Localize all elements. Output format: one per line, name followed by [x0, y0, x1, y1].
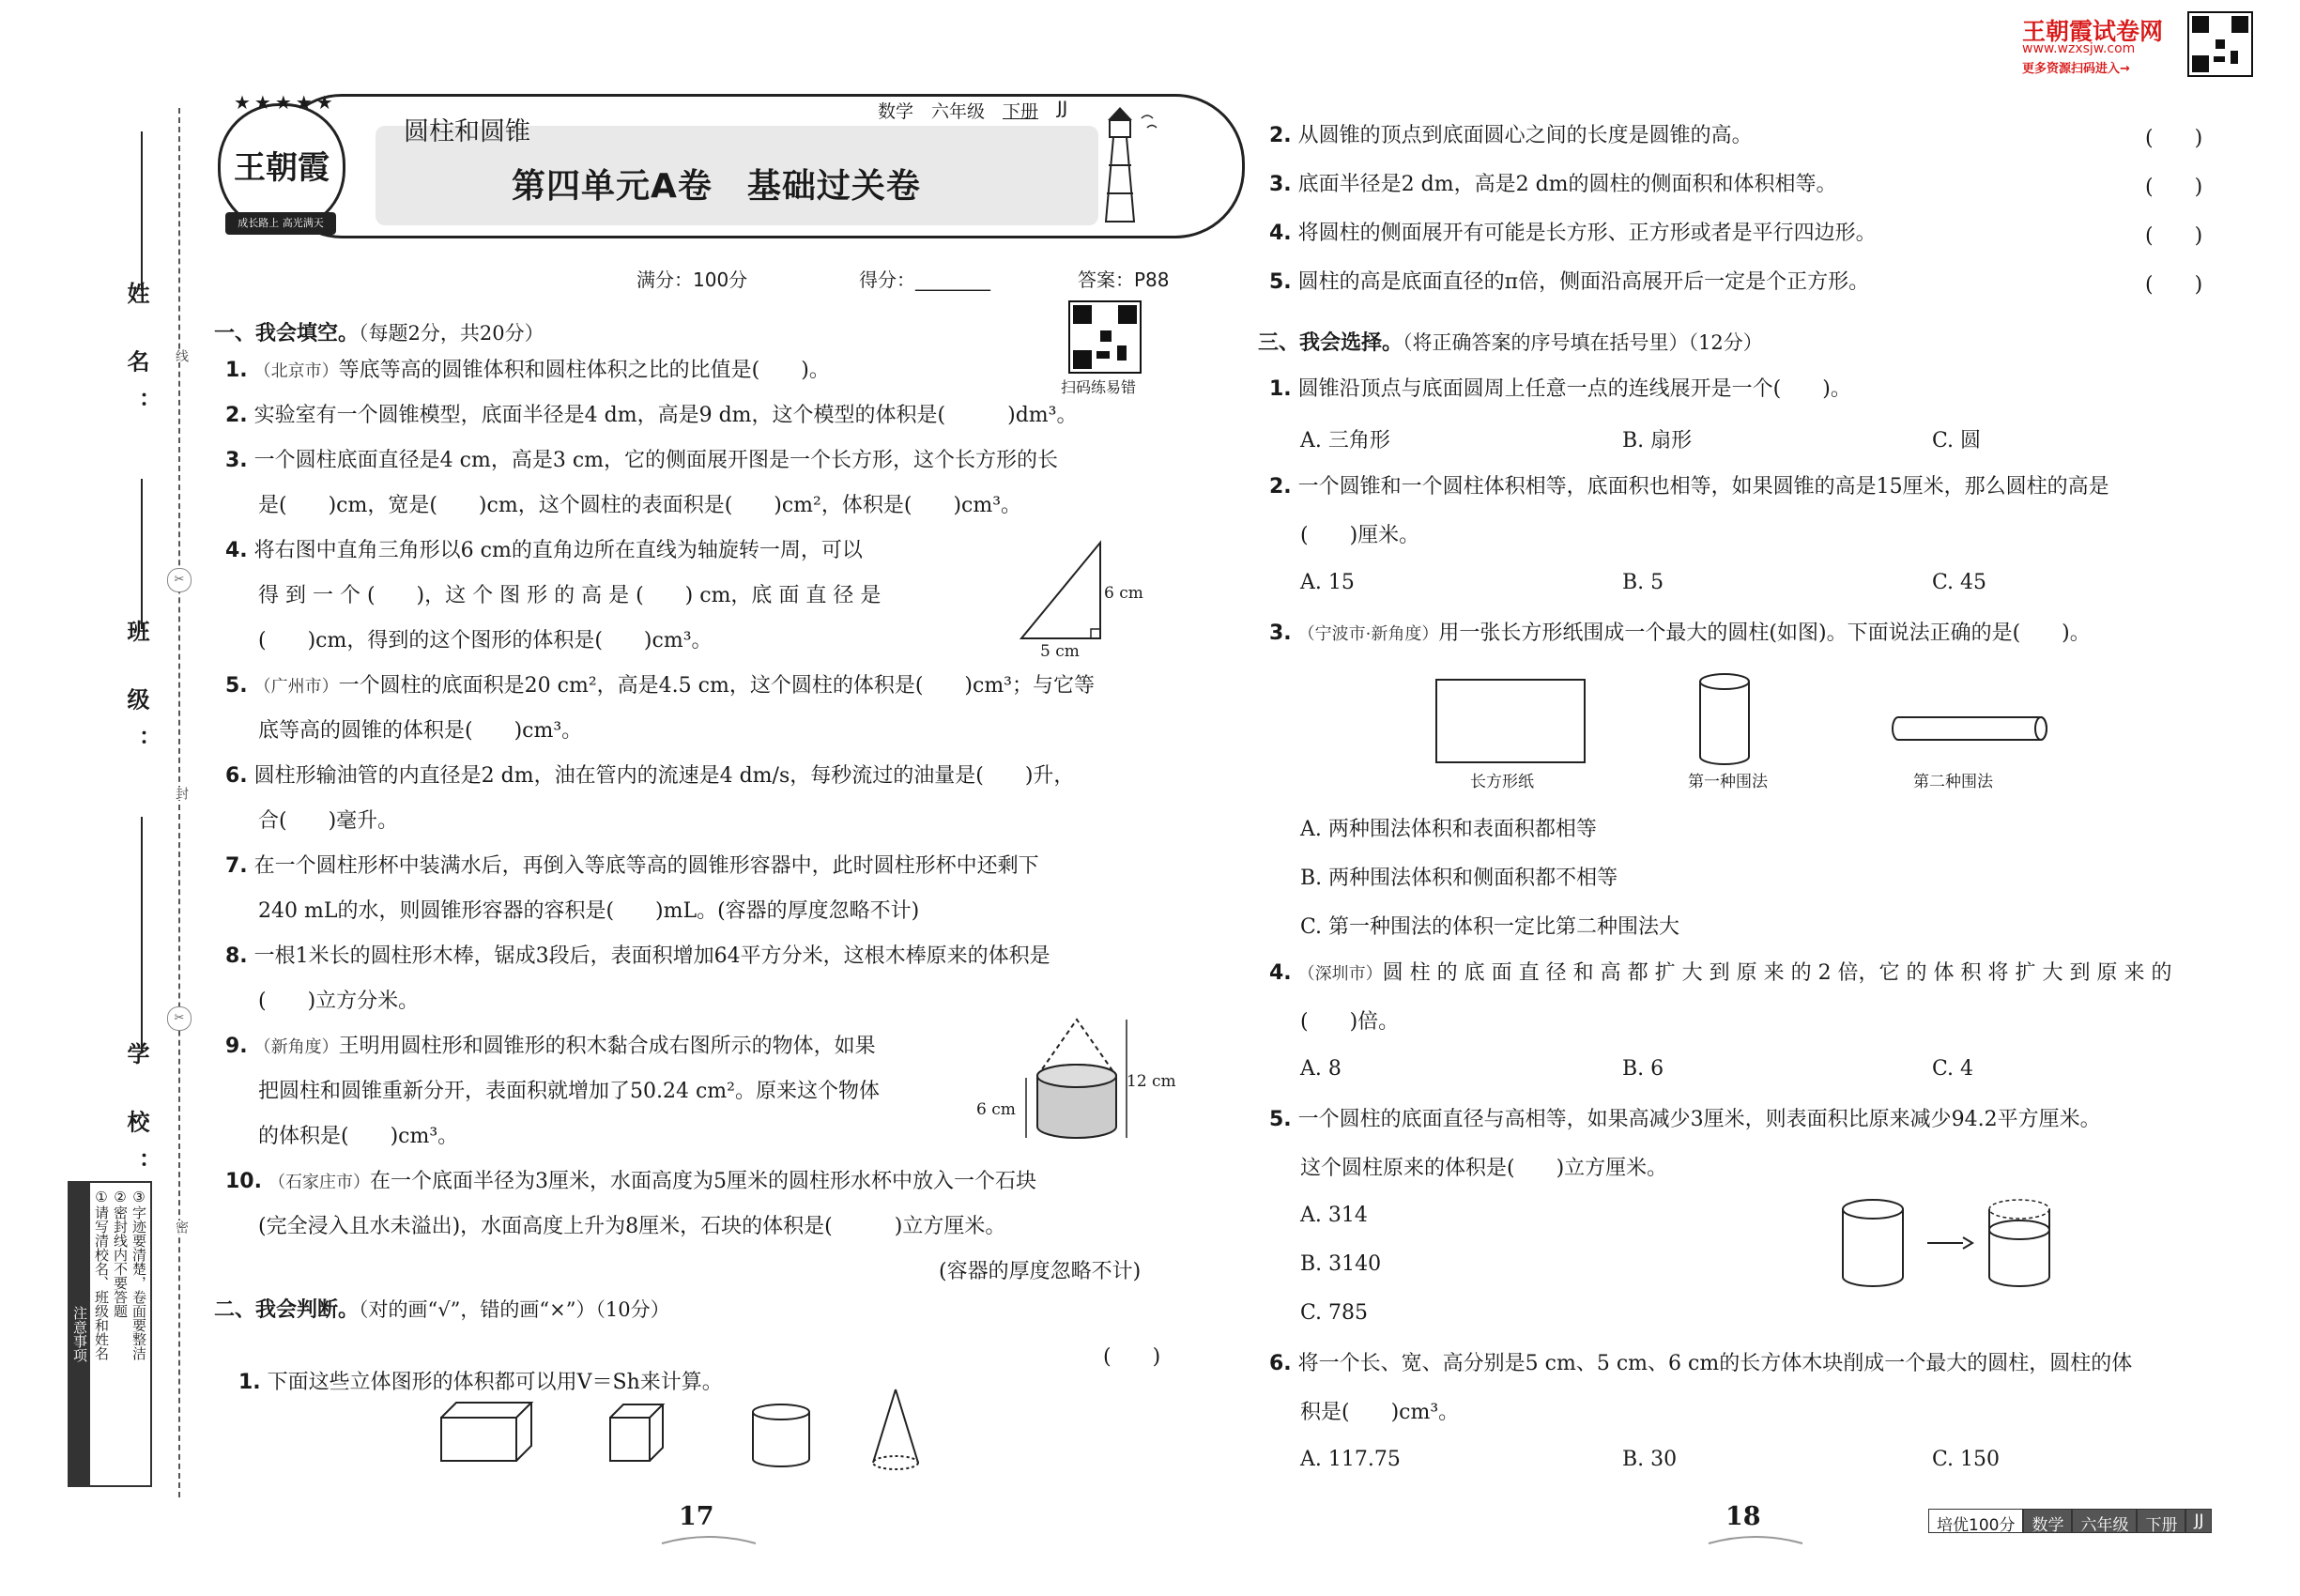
notes-box — [68, 1181, 152, 1487]
star-icon: ★★★★★ — [234, 91, 337, 114]
fill-line — [258, 898, 919, 926]
item-number: 5. — [1269, 270, 1292, 294]
brand-tagline: 更多资源扫码进入→ — [2022, 62, 2130, 76]
judge-item-3 — [1269, 171, 1837, 199]
note-2: ②密封线内不要答题 — [112, 1189, 129, 1318]
fill-line — [939, 1258, 1141, 1286]
header-grade: 六年级 — [931, 101, 986, 122]
item-text: 用一张长方形纸围成一个最大的圆柱(如图)。下面说法正确的是( )。 — [1438, 622, 2091, 645]
item-text: 是( )cm，宽是( )cm，这个圆柱的表面积是( )cm²，体积是( )cm³。 — [258, 494, 1022, 517]
choice-q1 — [1269, 376, 1851, 404]
choice-q2-cont: ( )厘米。 — [1300, 524, 1420, 547]
item-text: ( )立方分米。 — [258, 990, 420, 1013]
school-label: 学 校： — [123, 1042, 149, 1193]
item-number: 4. — [1269, 222, 1292, 245]
answer-blank[interactable]: ( ) — [1103, 1345, 1161, 1369]
fill-line — [225, 402, 1077, 430]
item-text: 一个圆柱的底面直径与高相等，如果高减少3厘米，则表面积比原来减少94.2平方厘米。 — [1297, 1108, 2101, 1131]
cylinder-shrink-figure — [1835, 1192, 2061, 1296]
footer-term: 下册 — [2137, 1509, 2185, 1533]
item-number: 1. — [238, 1371, 261, 1394]
item-text: 将圆柱的侧面展开有可能是长方形、正方形或者是平行四边形。 — [1297, 222, 1877, 245]
scissor-icon: ✂ — [167, 568, 192, 592]
item-text: 在一个圆柱形杯中装满水后，再倒入等底等高的圆锥形容器中，此时圆柱形杯中还剩下 — [253, 854, 1039, 878]
class-field[interactable] — [141, 479, 143, 629]
choice-q2 — [1269, 473, 2109, 501]
item-number: 4. — [1269, 961, 1292, 985]
q5-option-b[interactable]: B. 3140 — [1300, 1252, 1382, 1276]
item-number: 2. — [1269, 124, 1292, 147]
item-number: 7. — [225, 854, 248, 878]
choice-q6-cont: 积是( )cm³。 — [1300, 1401, 1460, 1424]
choice-q6 — [1269, 1350, 2132, 1378]
q5-option-c[interactable]: C. 785 — [1300, 1301, 1369, 1325]
q4-option-c[interactable]: C. 4 — [1932, 1057, 1974, 1081]
part2-title: 二、我会判断。 — [214, 1298, 360, 1322]
q3-option-c[interactable]: C. 第一种围法的体积一定比第二种围法大 — [1300, 915, 1680, 939]
footer-grade: 六年级 — [2072, 1509, 2137, 1533]
item-number: 6. — [1269, 1352, 1292, 1375]
choice-q4-cont: ( )倍。 — [1300, 1010, 1400, 1034]
fill-line — [258, 807, 398, 836]
q3-option-b[interactable]: B. 两种围法体积和侧面积都不相等 — [1300, 867, 1618, 890]
fill-line — [225, 762, 1074, 790]
fill-line — [258, 1213, 1005, 1241]
item-number: 9. — [225, 1035, 248, 1058]
solids-figure — [432, 1380, 958, 1483]
part3-heading — [1258, 327, 1763, 356]
item-text: 圆锥沿顶点与底面圆周上任意一点的连线展开是一个( )。 — [1297, 377, 1851, 401]
item-number: 2. — [225, 404, 248, 427]
q2-option-a[interactable]: A. 15 — [1300, 571, 1355, 594]
source-tag: （北京市） — [253, 361, 339, 381]
page-number-right: 18 — [1725, 1502, 1761, 1531]
q3-option-a[interactable]: A. 两种围法体积和表面积都相等 — [1300, 818, 1597, 841]
choice-q5-cont: 这个圆柱原来的体积是( )立方厘米。 — [1300, 1157, 1668, 1180]
fill-line — [225, 1168, 1036, 1197]
fill-line — [225, 537, 863, 565]
note-1: ①请写清校名、班级和姓名 — [93, 1189, 110, 1360]
header-subject: 数学 — [878, 101, 914, 122]
item-text: 240 mL的水，则圆锥形容器的容积是( )mL。(容器的厚度忽略不计) — [258, 899, 920, 923]
source-tag: （广州市） — [253, 677, 339, 697]
source-tag: （新角度） — [253, 1037, 339, 1057]
answer-ref: 答案：P88 — [1078, 269, 1170, 291]
cut-mark-seal: 封 — [174, 787, 189, 800]
item-text: 从圆锥的顶点到底面圆心之间的长度是圆锥的高。 — [1297, 124, 1753, 147]
full-score: 满分：100分 — [636, 269, 748, 291]
part1-note: （每题2分，共20分） — [359, 322, 544, 345]
q1-option-a[interactable]: A. 三角形 — [1300, 429, 1390, 453]
caption-method-1: 第一种围法 — [1688, 773, 1768, 791]
brand-qr-code[interactable] — [2187, 11, 2253, 77]
scissor-icon: ✂ — [167, 1006, 192, 1031]
answer-blank[interactable]: ( ) — [2145, 224, 2203, 248]
q4-option-a[interactable]: A. 8 — [1300, 1057, 1342, 1081]
item-text: (完全浸入且水未溢出)，水面高度上升为8厘米，石块的体积是( )立方厘米。 — [258, 1215, 1006, 1238]
qr-caption: 扫码练易错 — [1061, 378, 1137, 396]
cone-cylinder-label-total: 12 cm — [1127, 1072, 1176, 1091]
item-text: 一个圆柱底面直径是4 cm，高是3 cm，它的侧面展开图是一个长方形，这个长方形的长 — [253, 449, 1059, 472]
triangle-label-height: 6 cm — [1104, 584, 1143, 603]
item-number: 8. — [225, 944, 248, 968]
part2-note: （对的画“√”，错的画“×”）（10分） — [359, 1298, 670, 1321]
fill-line — [225, 357, 830, 386]
q4-option-b[interactable]: B. 6 — [1622, 1057, 1664, 1081]
fill-line — [258, 988, 419, 1016]
part3-note: （将正确答案的序号填在括号里）（12分） — [1403, 331, 1763, 354]
choice-q4 — [1269, 959, 2172, 989]
item-text: 底面半径是2 dm，高是2 dm的圆柱的侧面积和体积相等。 — [1297, 173, 1837, 196]
logo-ribbon: 成长路上 高光满天 — [225, 212, 336, 235]
fill-line — [258, 627, 713, 655]
item-text: 一个圆柱的底面积是20 cm²，高是4.5 cm，这个圆柱的体积是( )cm³；与它等 — [338, 674, 1095, 698]
choice-q3 — [1269, 620, 2091, 649]
part1-heading — [214, 317, 544, 346]
item-text: ( )cm，得到的这个图形的体积是( )cm³。 — [258, 629, 713, 652]
q1-option-c[interactable]: C. 圆 — [1932, 429, 1982, 453]
item-text: 的体积是( )cm³。 — [258, 1125, 459, 1148]
q2-option-b[interactable]: B. 5 — [1622, 571, 1664, 594]
brand-name: 王朝霞试卷网 — [2022, 18, 2164, 45]
footer-subject: 数学 — [2023, 1509, 2072, 1533]
item-text: 下面这些立体图形的体积都可以用V＝Sh来计算。 — [267, 1371, 723, 1394]
brand-url: www.wzxsjw.com — [2022, 41, 2136, 56]
fill-line — [225, 852, 1039, 881]
caption-method-2: 第二种围法 — [1913, 773, 1993, 791]
cone-cylinder-figure — [1019, 1012, 1141, 1153]
name-label: 姓 名： — [123, 282, 149, 433]
score-field[interactable]: 得分：________ — [859, 269, 990, 291]
fill-line — [225, 447, 1058, 475]
cone-cylinder-label-cyl: 6 cm — [976, 1100, 1016, 1119]
school-field[interactable] — [141, 817, 143, 1051]
fill-line — [258, 717, 582, 745]
item-number: 2. — [1269, 475, 1292, 499]
triangle-label-base: 5 cm — [1040, 642, 1080, 661]
item-number: 3. — [1269, 173, 1292, 196]
item-number: 6. — [225, 764, 248, 788]
name-field[interactable] — [141, 131, 143, 291]
item-text: 合( )毫升。 — [258, 809, 399, 833]
item-number: 3. — [225, 449, 248, 472]
answer-blank[interactable]: ( ) — [2145, 176, 2203, 199]
fill-line — [225, 672, 1095, 701]
judge-item-5 — [1269, 269, 1869, 297]
notes-heading: 注意事项 — [69, 1183, 90, 1485]
footer-tag — [1928, 1509, 2212, 1533]
footer-edition: JJ — [2185, 1509, 2212, 1533]
item-number: 3. — [1269, 622, 1292, 645]
note-3: ③字迹要清楚，卷面要整洁 — [130, 1189, 147, 1360]
practice-qr-code[interactable] — [1068, 300, 1142, 374]
q6-option-b[interactable]: B. 30 — [1622, 1448, 1678, 1471]
source-tag: （石家庄市） — [268, 1173, 370, 1192]
fill-line — [258, 492, 1021, 520]
answer-blank[interactable]: ( ) — [2145, 127, 2203, 150]
q6-option-a[interactable]: A. 117.75 — [1300, 1448, 1401, 1471]
item-text: 圆柱的高是底面直径的π倍，侧面沿高展开后一定是个正方形。 — [1297, 270, 1870, 294]
item-number: 1. — [1269, 377, 1292, 401]
footer-series: 培优100分 — [1928, 1509, 2023, 1533]
caption-rect-paper: 长方形纸 — [1470, 773, 1534, 791]
section-tag: 圆柱和圆锥 — [404, 117, 530, 146]
page-title: 第四单元A卷 基础过关卷 — [512, 167, 921, 206]
header-edition: JJ — [1057, 98, 1068, 118]
source-tag: （深圳市） — [1297, 964, 1383, 984]
item-text: 实验室有一个圆锥模型，底面半径是4 dm，高是9 dm，这个模型的体积是( )dm³。 — [253, 404, 1078, 427]
cut-mark-line: 线 — [174, 349, 189, 362]
fill-line — [258, 1123, 458, 1151]
answer-blank[interactable]: ( ) — [2145, 273, 2203, 297]
judge-item-4 — [1269, 220, 1877, 248]
item-number: 10. — [225, 1170, 262, 1193]
q2-option-c[interactable]: C. 45 — [1932, 571, 1987, 594]
q1-option-b[interactable]: B. 扇形 — [1622, 429, 1693, 453]
part2-heading — [214, 1294, 670, 1323]
item-text: 一根1米长的圆柱形木棒，锯成3段后，表面积增加64平方分米，这根木棒原来的体积是 — [253, 944, 1050, 968]
item-text: 一个圆锥和一个圆柱体积相等，底面积也相等，如果圆锥的高是15厘米，那么圆柱的高是 — [1297, 475, 2109, 499]
item-text: (容器的厚度忽略不计) — [939, 1260, 1142, 1283]
item-text: 圆 柱 的 底 面 直 径 和 高 都 扩 大 到 原 来 的 2 倍，它 的 体 积 将 扩 大 到 原 来 的 — [1382, 961, 2172, 985]
item-number: 1. — [225, 359, 248, 382]
item-text: 圆柱形输油管的内直径是2 dm，油在管内的流速是4 dm/s，每秒流过的油量是( )升， — [253, 764, 1075, 788]
item-text: 王明用圆柱形和圆锥形的积木黏合成右图所示的物体，如果 — [338, 1035, 876, 1058]
fill-line — [258, 582, 881, 610]
cut-mark-close: 密 — [174, 1220, 189, 1234]
fill-line — [225, 943, 1050, 971]
fill-line — [225, 1033, 876, 1062]
logo-text: 王朝霞 — [234, 149, 330, 187]
paper-roll-figure — [1427, 667, 2065, 770]
item-number: 5. — [1269, 1108, 1292, 1131]
q6-option-c[interactable]: C. 150 — [1932, 1448, 2001, 1471]
item-text: 将右图中直角三角形以6 cm的直角边所在直线为轴旋转一周，可以 — [253, 539, 863, 562]
item-text: 等底等高的圆锥体积和圆柱体积之比的比值是( )。 — [338, 359, 830, 382]
q5-option-a[interactable]: A. 314 — [1300, 1204, 1368, 1227]
seal-line — [178, 108, 180, 1497]
triangle-figure — [1014, 535, 1183, 667]
class-label: 班 级： — [123, 620, 149, 771]
source-tag: （宁波市·新角度） — [1297, 624, 1439, 644]
part3-title: 三、我会选择。 — [1258, 331, 1403, 355]
page-swirl-icon — [1704, 1532, 1807, 1551]
fill-line — [258, 1078, 880, 1106]
header-term: 下册 — [1003, 101, 1039, 122]
item-text: 底等高的圆锥的体积是( )cm³。 — [258, 719, 583, 743]
item-number: 4. — [225, 539, 248, 562]
item-number: 5. — [225, 674, 248, 698]
page-number-left: 17 — [679, 1502, 714, 1531]
item-text: 得 到 一 个 ( )，这 个 图 形 的 高 是 ( ) cm，底 面 直 径 是 — [258, 584, 882, 607]
judge-item-2 — [1269, 122, 1753, 150]
item-text: 将一个长、宽、高分别是5 cm、5 cm、6 cm的长方体木块削成一个最大的圆柱，圆柱的体 — [1297, 1352, 2133, 1375]
choice-q5 — [1269, 1106, 2101, 1134]
part1-title: 一、我会填空。 — [214, 322, 360, 345]
item-text: 在一个底面半径为3厘米，水面高度为5厘米的圆柱形水杯中放入一个石块 — [369, 1170, 1036, 1193]
lighthouse-icon — [1078, 100, 1162, 231]
page-swirl-icon — [657, 1532, 760, 1551]
item-text: 把圆柱和圆锥重新分开，表面积就增加了50.24 cm²。原来这个物体 — [258, 1080, 880, 1103]
